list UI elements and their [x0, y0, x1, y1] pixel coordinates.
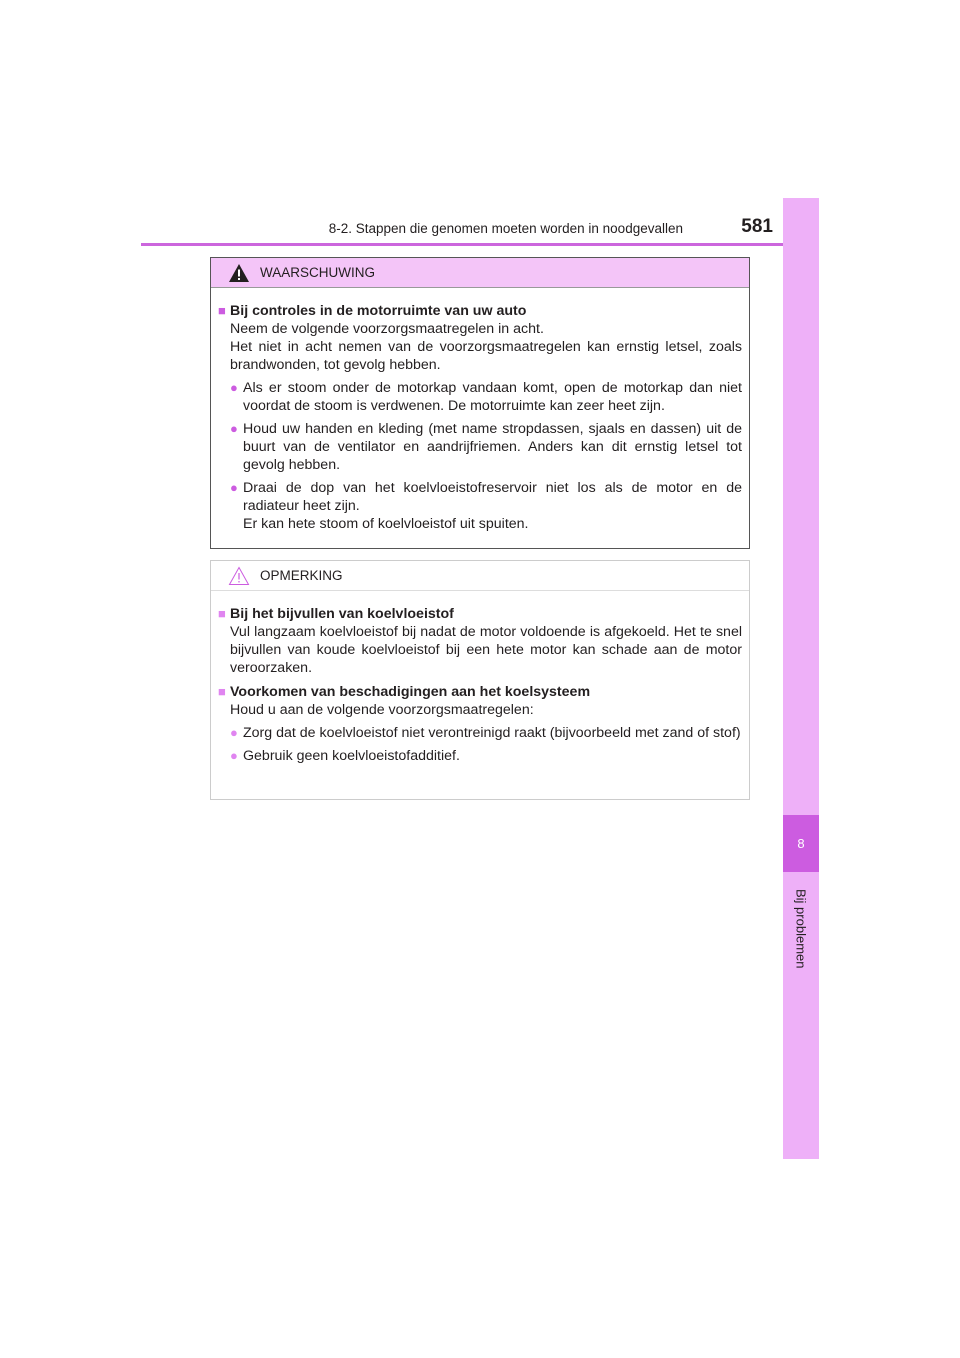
square-bullet-icon: ■ — [218, 303, 226, 318]
warning-header — [211, 258, 749, 288]
warning-box — [210, 257, 750, 549]
circle-bullet-icon: ● — [230, 380, 238, 395]
warning-body — [211, 288, 749, 533]
warning-bullet — [218, 420, 742, 474]
notice-heading-2-text: Voorkomen van beschadigingen aan het koelsysteem — [230, 684, 591, 700]
warning-title: WAARSCHUWING — [260, 265, 375, 280]
warning-bullet-text: Als er stoom onder de motorkap vandaan komt, open de motorkap dan niet voordat de stoom is verdwenen. De motorruimte kan zeer heet zijn. — [243, 380, 742, 414]
notice-title: OPMERKING — [260, 568, 343, 583]
warning-triangle-icon — [228, 263, 250, 283]
notice-bullet-text: Zorg dat de koelvloeistof niet verontreinigd raakt (bijvoorbeeld met zand of stof) — [243, 725, 741, 741]
notice-section-2-text: Houd u aan de volgende voorzorgsmaatregelen: — [230, 702, 534, 718]
circle-bullet-icon: ● — [230, 480, 238, 495]
warning-intro-1: Neem de volgende voorzorgsmaatregelen in acht. — [230, 321, 544, 337]
warning-bullet-3-main: Draai de dop van het koelvloeistofreservoir niet los als de motor en de radiateur heet zijn. — [243, 480, 742, 514]
notice-header — [211, 561, 749, 591]
warning-heading-text: Bij controles in de motorruimte van uw auto — [230, 303, 527, 319]
page-number: 581 — [741, 216, 773, 237]
warning-bullet-3-extra: Er kan hete stoom of koelvloeistof uit spuiten. — [243, 516, 529, 532]
warning-heading — [218, 302, 742, 320]
circle-bullet-icon: ● — [230, 725, 238, 740]
warning-bullet-text — [243, 479, 742, 533]
warning-bullet-text: Houd uw handen en kleding (met name stropdassen, sjaals en dassen) uit de buurt van de ventilator en aandrijfriemen. Anders kan dit ernstig letsel tot gevolg hebben. — [243, 421, 742, 473]
notice-heading-1 — [218, 605, 742, 623]
warning-intro-2: Het niet in acht nemen van de voorzorgsmaatregelen kan ernstig letsel, zoals brandwonden, tot gevolg hebben. — [230, 339, 742, 373]
section-title: 8-2. Stappen die genomen moeten worden in noodgevallen — [328, 221, 683, 236]
notice-heading-1-text: Bij het bijvullen van koelvloeistof — [230, 606, 454, 622]
notice-bullet — [218, 747, 742, 765]
notice-box — [210, 560, 750, 800]
circle-bullet-icon: ● — [230, 748, 238, 763]
notice-heading-2 — [218, 683, 742, 701]
caution-triangle-outline-icon — [228, 566, 250, 586]
chapter-label-text: Bij problemen — [793, 889, 809, 969]
header-divider — [141, 243, 819, 246]
notice-section-1-text: Vul langzaam koelvloeistof bij nadat de motor voldoende is afgekoeld. Het te snel bijvullen van koude koelvloeistof bij een hete motor kan schade aan de motor veroorzaken. — [230, 624, 742, 676]
chapter-label — [783, 884, 819, 974]
square-bullet-icon: ■ — [218, 606, 226, 621]
circle-bullet-icon: ● — [230, 421, 238, 436]
warning-bullet — [218, 379, 742, 415]
notice-body — [211, 591, 749, 765]
notice-bullet-text: Gebruik geen koelvloeistofadditief. — [243, 748, 460, 764]
square-bullet-icon: ■ — [218, 684, 226, 699]
side-tab — [783, 198, 819, 1159]
notice-bullet — [218, 724, 742, 742]
warning-bullet — [218, 479, 742, 533]
chapter-number: 8 — [783, 815, 819, 872]
